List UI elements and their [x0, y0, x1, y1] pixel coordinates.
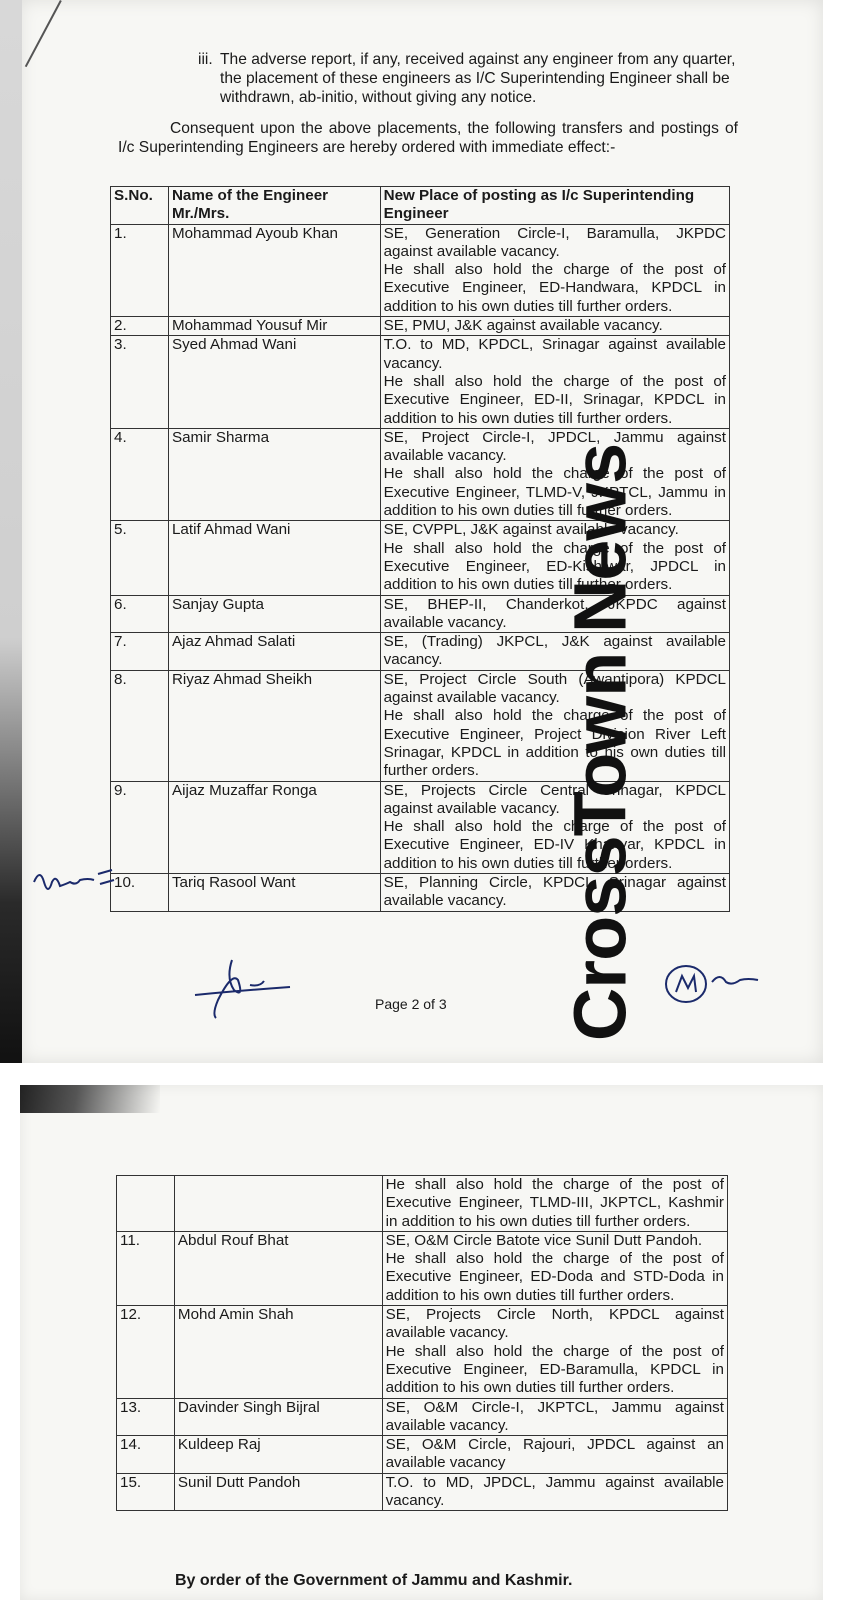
header-place: New Place of posting as I/c Superintending Engineer [380, 187, 729, 225]
posting-line: SE, Projects Circle Central Srinagar, KPDCL against available vacancy. [383, 781, 726, 817]
table-row [111, 224, 730, 316]
row-serial-number: 7. [111, 633, 169, 671]
row-serial-number: 6. [111, 595, 169, 633]
posting-line: SE, Generation Circle-I, Baramulla, JKPDC against available vacancy. [383, 224, 726, 260]
row-posting-place [380, 317, 729, 336]
row-serial-number: 13. [117, 1398, 175, 1436]
row-posting-place [380, 336, 729, 428]
page-number: Page 2 of 3 [375, 996, 447, 1012]
row-engineer-name: Syed Ahmad Wani [168, 336, 380, 428]
row-engineer-name: Tariq Rasool Want [168, 873, 380, 911]
row-engineer-name: Riyaz Ahmad Sheikh [168, 670, 380, 781]
row-engineer-name: Kuldeep Raj [174, 1436, 382, 1474]
table-row [117, 1473, 728, 1511]
row-serial-number: 4. [111, 428, 169, 520]
posting-line: SE, O&M Circle-I, JKPTCL, Jammu against available vacancy. [385, 1398, 724, 1434]
row-posting-place [382, 1176, 727, 1232]
posting-line: T.O. to MD, JPDCL, Jammu against available vacancy. [385, 1473, 724, 1510]
row-engineer-name: Aijaz Muzaffar Ronga [168, 781, 380, 873]
posting-line: SE, Project Circle-I, JPDCL, Jammu against available vacancy. [383, 428, 726, 465]
row-posting-place [380, 428, 729, 520]
row-serial-number [117, 1176, 175, 1232]
signature-left [190, 955, 300, 1025]
row-serial-number: 9. [111, 781, 169, 873]
table-row [117, 1176, 728, 1232]
left-edge-shadow [0, 0, 22, 1063]
intro-paragraph: Consequent upon the above placements, the following transfers and postings of I/c Superintending Engineers are hereby ordered with immediate effect:- [118, 120, 738, 156]
closing-order-line: By order of the Government of Jammu and Kashmir. [175, 1572, 573, 1589]
photo-corner-shadow [20, 1085, 160, 1113]
row-engineer-name: Abdul Rouf Bhat [174, 1231, 382, 1305]
table-row [117, 1306, 728, 1398]
row-engineer-name: Mohammad Ayoub Khan [168, 224, 380, 316]
margin-initials-handwriting [28, 862, 118, 902]
table-row [111, 317, 730, 336]
posting-line: SE, (Trading) JKPCL, J&K against available vacancy. [383, 633, 726, 669]
row-posting-place [382, 1231, 727, 1305]
paper-fold-mark [25, 0, 62, 67]
row-engineer-name: Sunil Dutt Pandoh [174, 1473, 382, 1511]
row-serial-number: 2. [111, 317, 169, 336]
row-posting-place [380, 633, 729, 671]
row-serial-number: 14. [117, 1436, 175, 1474]
row-posting-place [380, 224, 729, 316]
posting-line: He shall also hold the charge of the post of Executive Engineer, TLMD-III, JKPTCL, Kashmir in addition to his own duties till further orders. [385, 1176, 724, 1230]
table-row [117, 1231, 728, 1305]
clause-iii [198, 50, 738, 107]
posting-line: SE, O&M Circle Batote vice Sunil Dutt Pandoh. [385, 1231, 703, 1249]
header-sno: S.No. [111, 187, 169, 225]
row-serial-number: 15. [117, 1473, 175, 1511]
clause-text: The adverse report, if any, received against any engineer from any quarter, the placement of these engineers as I/C Superintending Engineer shall be withdrawn, ab-initio, without giving any notice. [220, 51, 736, 106]
row-serial-number: 5. [111, 521, 169, 595]
row-posting-place [382, 1306, 727, 1398]
row-engineer-name: Latif Ahmad Wani [168, 521, 380, 595]
row-serial-number: 1. [111, 224, 169, 316]
posting-line: He shall also hold the charge of the post of Executive Engineer, Project Division River Left Srinagar, KPDCL in addition to his own duties till further orders. [383, 707, 726, 780]
clause-number: iii. [198, 51, 213, 68]
table-row [117, 1398, 728, 1436]
posting-line: SE, Projects Circle North, KPDCL against available vacancy. [385, 1306, 724, 1342]
row-posting-place [380, 595, 729, 633]
posting-line: He shall also hold the charge of the post of Executive Engineer, ED-Handwara, KPDCL in addition to his own duties till further orders. [383, 261, 726, 315]
posting-line: He shall also hold the charge of the post of Executive Engineer, ED-Doda and STD-Doda in addition to his own duties till further orders. [385, 1250, 724, 1304]
posting-line: T.O. to MD, KPDCL, Srinagar against available vacancy. [383, 336, 726, 372]
page-gap [0, 1063, 844, 1085]
posting-line: SE, Project Circle South (Awantipora) KPDCL against available vacancy. [383, 670, 726, 707]
row-posting-place [380, 873, 729, 911]
crosstown-news-watermark: CrossTown News [558, 443, 642, 1042]
row-posting-place [380, 670, 729, 781]
row-engineer-name: Davinder Singh Bijral [174, 1398, 382, 1436]
posting-line: SE, PMU, J&K against available vacancy. [383, 317, 663, 335]
table-row [117, 1436, 728, 1474]
row-posting-place [380, 521, 729, 595]
row-engineer-name: Samir Sharma [168, 428, 380, 520]
row-posting-place [382, 1436, 727, 1474]
posting-line: SE, BHEP-II, Chanderkot, JKPDC against available vacancy. [383, 595, 726, 631]
row-posting-place [380, 781, 729, 873]
row-engineer-name: Mohd Amin Shah [174, 1306, 382, 1398]
header-name: Name of the Engineer Mr./Mrs. [168, 187, 380, 225]
posting-line: SE, O&M Circle, Rajouri, JPDCL against an available vacancy [385, 1436, 724, 1472]
row-engineer-name [174, 1176, 382, 1232]
posting-line: He shall also hold the charge of the post of Executive Engineer, ED-Kishtwar, JPDCL in addition to his own duties till further orders. [383, 539, 726, 594]
row-engineer-name: Ajaz Ahmad Salati [168, 633, 380, 671]
row-serial-number: 10. [111, 873, 169, 911]
postings-table-continued [116, 1175, 728, 1511]
row-engineer-name: Sanjay Gupta [168, 595, 380, 633]
posting-line: SE, CVPPL, J&K against available vacancy. [383, 521, 679, 539]
row-posting-place [382, 1398, 727, 1436]
row-serial-number: 8. [111, 670, 169, 781]
row-posting-place [382, 1473, 727, 1511]
posting-line: He shall also hold the charge of the post of Executive Engineer, ED-Baramulla, KPDCL in addition to his own duties till further orders. [385, 1342, 724, 1397]
posting-line: He shall also hold the charge of the post of Executive Engineer, ED-II, Srinagar, KPDCL in addition to his own duties till further orders. [383, 372, 726, 427]
posting-line: SE, Planning Circle, KPDCL, Srinagar against available vacancy. [383, 873, 726, 910]
row-engineer-name: Mohammad Yousuf Mir [168, 317, 380, 336]
signature-right [660, 960, 770, 1010]
row-serial-number: 11. [117, 1231, 175, 1305]
posting-line: He shall also hold the charge of the post of Executive Engineer, ED-IV Khanyar, KPDCL in addition to his own duties till further orders. [383, 818, 726, 872]
table-header-row [111, 187, 730, 225]
posting-line: He shall also hold the charge of the post of Executive Engineer, TLMD-V, JKPTCL, Jammu in addition to his own duties till further orders. [383, 465, 726, 520]
row-serial-number: 3. [111, 336, 169, 428]
row-serial-number: 12. [117, 1306, 175, 1398]
